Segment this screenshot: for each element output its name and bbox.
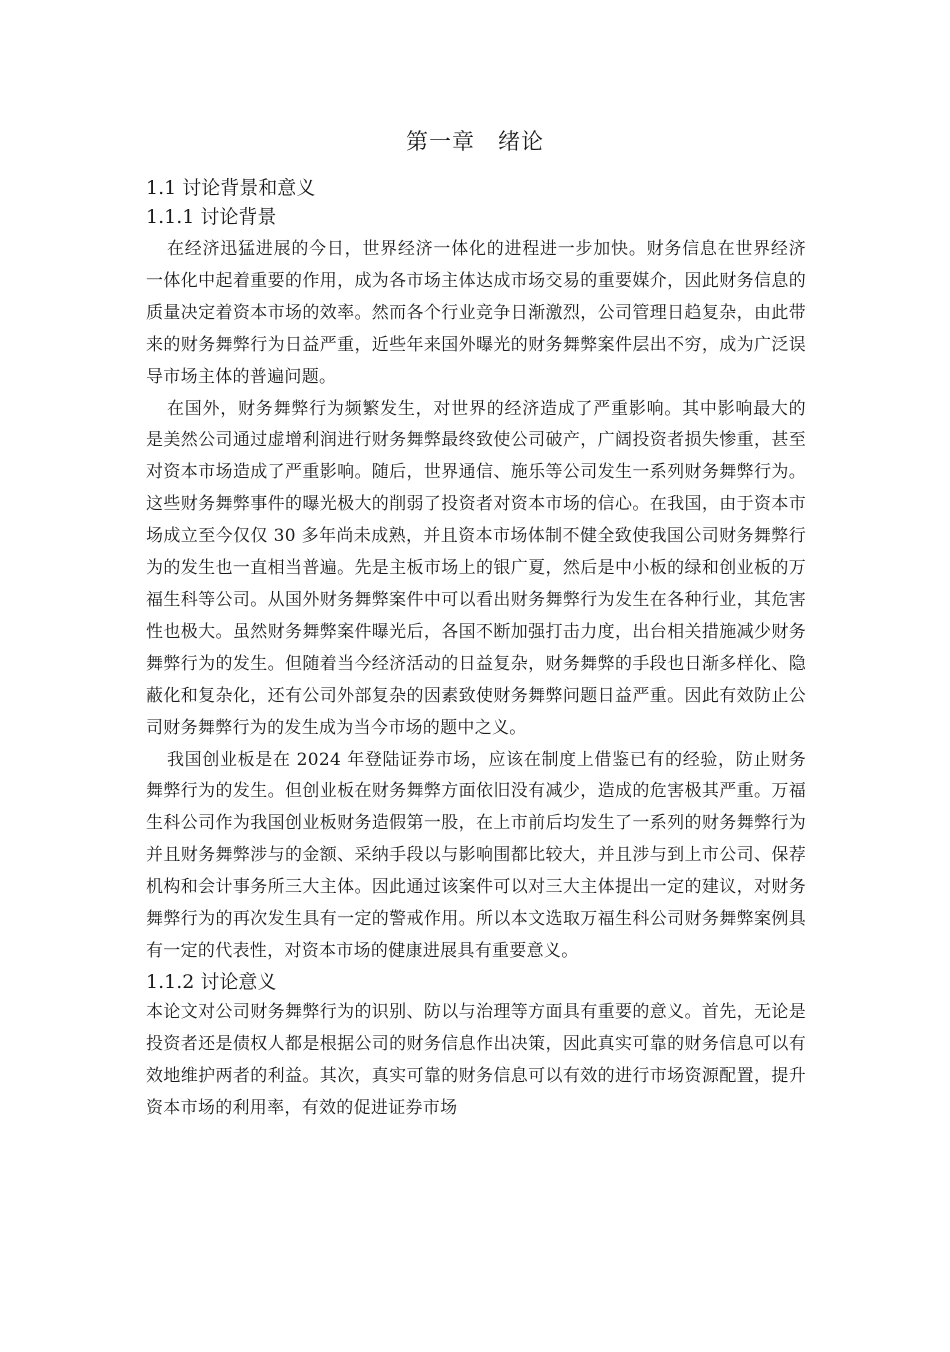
chapter-title: 第一章 绪论 (405, 130, 544, 155)
section-heading-1-1: 1.1 讨论背景和意义 (146, 177, 316, 199)
section-heading-1-1-1: 1.1.1 讨论背景 (146, 206, 277, 228)
paragraph-background-1: 在经济迅猛进展的今日，世界经济一体化的进程进一步加快。财务信息在世界经济一体化中起着重要的作用，成为各市场主体达成市场交易的重要媒介，因此财务信息的质量决定着资本市场的效率。然而各个行业竞争日渐激烈，公司管理日趋复杂，由此带来的财务舞弊行为日益严重，近些年来国外曝光的财务舞弊案件层出不穷，成为广泛误导市场主体的普遍问题。 (146, 239, 806, 387)
paragraph-background-3: 我国创业板是在 2024 年登陆证券市场，应该在制度上借鉴已有的经验，防止财务舞弊行为的发生。但创业板在财务舞弊方面依旧没有减少，造成的危害极其严重。万福生科公司作为我国创业板财务造假第一股，在上市前后均发生了一系列的财务舞弊行为并且财务舞弊涉与的金额、采纳手段以与影响围都比较大，并且涉与到上市公司、保荐机构和会计事务所三大主体。因此通过该案件可以对三大主体提出一定的建议，对财务舞弊行为的再次发生具有一定的警戒作用。所以本文选取万福生科公司财务舞弊案例具有一定的代表性，对资本市场的健康进展具有重要意义。 (146, 749, 806, 961)
section-heading-1-1-2: 1.1.2 讨论意义 (146, 970, 277, 993)
document-body (146, 174, 806, 1124)
paragraph-significance-1: 本论文对公司财务舞弊行为的识别、防以与治理等方面具有重要的意义。首先，无论是投资者还是债权人都是根据公司的财务信息作出决策，因此真实可靠的财务信息可以有效地维护两者的利益。其次，真实可靠的财务信息可以有效的进行市场资源配置，提升资本市场的利用率，有效的促进证券市场 (146, 1001, 806, 1118)
paragraph-background-2: 在国外，财务舞弊行为频繁发生，对世界的经济造成了严重影响。其中影响最大的是美然公司通过虚增利润进行财务舞弊最终致使公司破产，广阔投资者损失惨重，甚至对资本市场造成了严重影响。随后，世界通信、施乐等公司发生一系列财务舞弊行为。这些财务舞弊事件的曝光极大的削弱了投资者对资本市场的信心。在我国，由于资本市场成立至今仅仅 30 多年尚未成熟，并且资本市场体制不健全致使我国公司财务舞弊行为的发生也一直相当普遍。先是主板市场上的银广夏，然后是中小板的绿和创业板的万福生科等公司。从国外财务舞弊案件中可以看出财务舞弊行为发生在各种行业，其危害性也极大。虽然财务舞弊案件曝光后，各国不断加强打击力度，出台相关措施减少财务舞弊行为的发生。但随着当今经济活动的日益复杂，财务舞弊的手段也日渐多样化、隐蔽化和复杂化，还有公司外部复杂的因素致使财务舞弊问题日益严重。因此有效防止公司财务舞弊行为的发生成为当今市场的题中之义。 (146, 398, 806, 738)
